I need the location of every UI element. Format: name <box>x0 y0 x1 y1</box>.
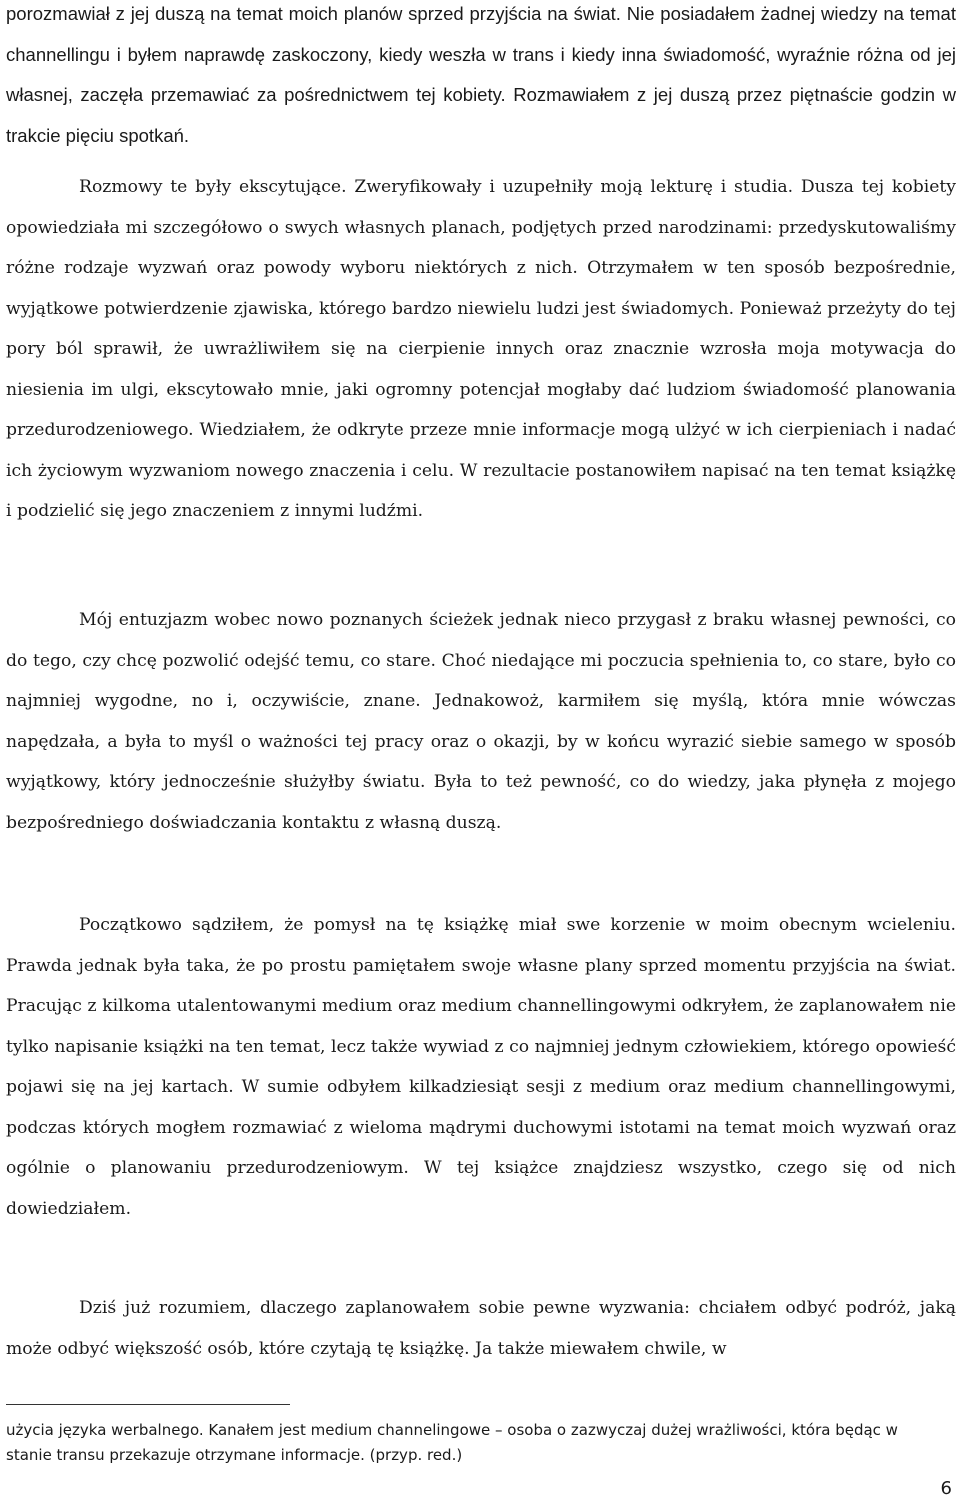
paragraph-3: Mój entuzjazm wobec nowo poznanych ścieżek jednak nieco przygasł z braku własnej pewności, co do tego, czy chcę pozwolić odejść temu, co stare. Choć niedające mi poczucia spełnienia to, co stare, było co najmniej wygodne, no i, oczywiście, znane. Jednakowoż, karmiłem się myślą, która mnie wówczas napędzała, a była to myśl o ważności tej pracy oraz o okazji, by w końcu wyrazić siebie samego w sposób wyjątkowy, który jednocześnie służyłby światu. Była to też pewność, co do wiedzy, jaka płynęła z mojego bezpośredniego doświadczania kontaktu z własną duszą. <box>6 610 956 833</box>
paragraph-5: Dziś już rozumiem, dlaczego zaplanowałem sobie pewne wyzwania: chciałem odbyć podróż, jaką może odbyć większość osób, które czytają tę książkę. Ja także miewałem chwile, w <box>6 1298 956 1359</box>
paragraph-4: Początkowo sądziłem, że pomysł na tę książkę miał swe korzenie w moim obecnym wcieleniu. Prawda jednak była taka, że po prostu pamiętałem swoje własne plany sprzed momentu przyjścia na świat. Pracując z kilkoma utalentowanymi medium oraz medium channellingowymi odkryłem, że zaplanowałem nie tylko napisanie książki na ten temat, lecz także wywiad z co najmniej jednym człowiekiem, którego opowieść pojawi się na jej kartach. W sumie odbyłem kilkadziesiąt sesji z medium oraz medium channellingowymi, podczas których mogłem rozmawiać z wieloma mądrymi duchowymi istotami na temat moich wyzwań oraz ogólnie o planowaniu przedurodzeniowym. W tej książce znajdziesz wszystko, czego się od nich dowiedziałem. <box>6 915 956 1219</box>
page-number: 6 <box>940 1478 952 1499</box>
footnote: użycia języka werbalnego. Kanałem jest medium channelingowe – osoba o zazwyczaj dużej wrażliwości, która będąc w stanie transu przekazuje otrzymane informacje. (przyp. red.) <box>6 1421 898 1464</box>
paragraph-1: porozmawiał z jej duszą na temat moich planów sprzed przyjścia na świat. Nie posiadałem żadnej wiedzy na temat channellingu i byłem naprawdę zaskoczony, kiedy weszła w trans i kiedy inna świadomość, wyraźnie różna od jej własnej, zaczęła przemawiać za pośrednictwem tej kobiety. Rozmawiałem z jej duszą przez piętnaście godzin w trakcie pięciu spotkań. <box>6 3 956 146</box>
paragraph-2: Rozmowy te były ekscytujące. Zweryfikowały i uzupełniły moją lekturę i studia. Dusza tej kobiety opowiedziała mi szczegółowo o swych własnych planach, podjętych przed narodzinami: przedyskutowaliśmy różne rodzaje wyzwań oraz powody wyboru niektórych z nich. Otrzymałem w ten sposób bezpośrednie, wyjątkowe potwierdzenie zjawiska, którego bardzo niewielu ludzi jest świadomych. Ponieważ przeżyty do tej pory ból sprawił, że uwrażliwiłem się na cierpienie innych oraz znacznie wzrosła moja motywacja do niesienia im ulgi, ekscytowało mnie, jaki ogromny potencjał mogłaby dać ludziom świadomość planowania przedurodzeniowego. Wiedziałem, że odkryte przeze mnie informacje mogą ulżyć w ich cierpieniach i nadać ich życiowym wyzwaniom nowego znaczenia i celu. W rezultacie postanowiłem napisać na ten temat książkę i podzielić się jego znaczeniem z innymi ludźmi. <box>6 177 956 521</box>
footnote-divider <box>6 1404 290 1405</box>
